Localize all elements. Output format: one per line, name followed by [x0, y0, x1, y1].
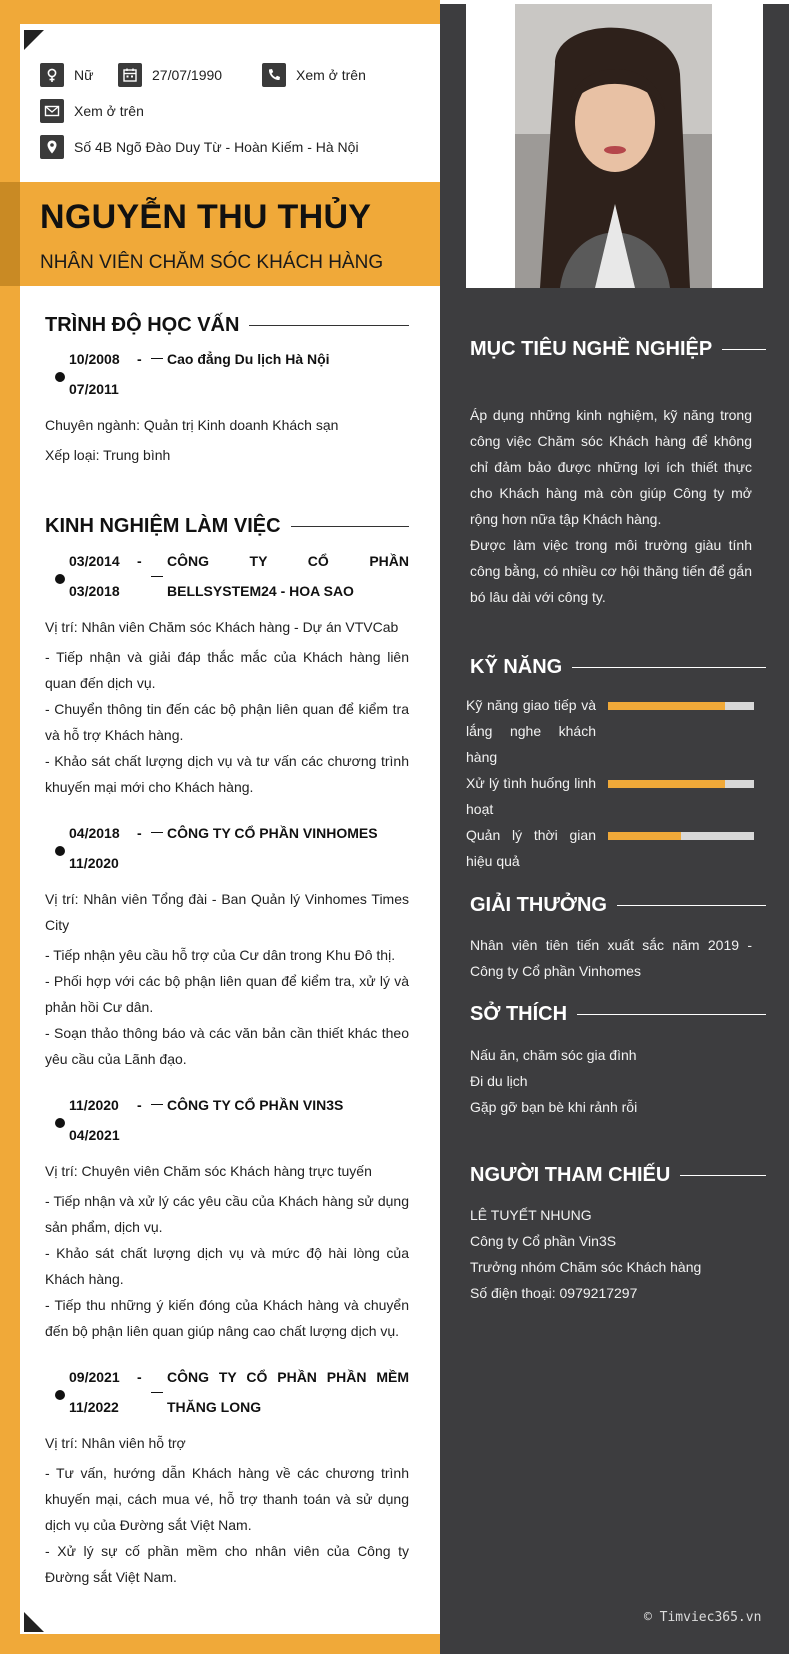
education-heading: TRÌNH ĐỘ HỌC VẤN: [45, 314, 409, 337]
contact-birthday: [118, 63, 222, 87]
candidate-name: NGUYỄN THU THỦY: [40, 198, 372, 236]
skill-item: [466, 822, 754, 874]
hobby-item: Gặp gỡ bạn bè khi rảnh rỗi: [470, 1099, 638, 1115]
awards-heading: GIẢI THƯỞNG: [470, 894, 766, 917]
skill-item: [466, 770, 754, 822]
job-duty: - Tiếp thu những ý kiến đóng của Khách hàng và chuyển đến bộ phận liên quan giúp nâng cao chất lượng dịch vụ.: [45, 1297, 409, 1339]
hobbies-heading: SỞ THÍCH: [470, 1003, 766, 1026]
job-duty: - Tiếp nhận và giải đáp thắc mắc của Khách hàng liên quan đến dịch vụ.: [45, 649, 409, 691]
experience-heading: KINH NGHIỆM LÀM VIỆC: [45, 515, 409, 538]
experience-entry-2: 04/2018 11/2020 - CÔNG TY CỔ PHẦN VINHOMES Vị trí: Nhân viên Tổng đài - Ban Quản lý Vinhomes Times City - Tiếp nhận yêu cầu hỗ trợ của Cư dân trong Khu Đô thị. - Phối hợp với các bộ phận liên quan để kiểm tra, xử lý và phản hồi Cư dân. - Soạn thảo thông báo và các văn bản cần thiết khác theo yêu cầu của Lãnh đạo.: [45, 818, 409, 1072]
job-position: Vị trí: Chuyên viên Chăm sóc Khách hàng trực tuyến: [45, 1163, 372, 1179]
candidate-title: NHÂN VIÊN CHĂM SÓC KHÁCH HÀNG: [40, 252, 384, 273]
company-name: CÔNG TY CỔ PHẦN VIN3S: [167, 1097, 344, 1113]
job-position: Vị trí: Nhân viên Tổng đài - Ban Quản lý Vinhomes Times City: [45, 891, 409, 933]
job-duty: - Khảo sát chất lượng dịch vụ và mức độ hài lòng của Khách hàng.: [45, 1245, 409, 1287]
phone-icon: [262, 63, 286, 87]
contact-address: [40, 135, 359, 159]
skill-item: [466, 692, 754, 770]
company-name: CÔNG TY CỔ PHẦN BELLSYSTEM24 - HOA SAO: [167, 553, 409, 599]
reference-name: LÊ TUYẾT NHUNG: [470, 1207, 592, 1223]
gender-value: Nữ: [74, 67, 94, 83]
gender-icon: [40, 63, 64, 87]
timeline-dot: [55, 372, 65, 382]
skills-heading: KỸ NĂNG: [470, 656, 766, 679]
skill-bar: [608, 832, 754, 840]
experience-entry-3: 11/2020 04/2021 - CÔNG TY CỔ PHẦN VIN3S Vị trí: Chuyên viên Chăm sóc Khách hàng trực tuyến - Tiếp nhận và xử lý các yêu cầu của Khách hàng sử dụng sản phẩm, dịch vụ. - Khảo sát chất lượng dịch vụ và mức độ hài lòng của Khách hàng. - Tiếp thu những ý kiến đóng của Khách hàng và chuyển đến bộ phận liên quan giúp nâng cao chất lượng dịch vụ.: [45, 1090, 409, 1344]
objective-paragraph-2: Được làm việc trong môi trường giàu tính công bằng, có nhiều cơ hội thăng tiến để gắn bó lâu dài với công ty.: [470, 537, 752, 605]
edu-grade: Xếp loại: Trung bình: [45, 447, 171, 463]
contact-gender: [40, 63, 93, 87]
email-value: Xem ở trên: [74, 103, 144, 119]
job-duty: - Xử lý sự cố phần mềm cho nhân viên của Công ty Đường sắt Việt Nam.: [45, 1543, 409, 1585]
education-entry: [45, 344, 409, 468]
objective-paragraph-1: Áp dụng những kinh nghiệm, kỹ năng trong công việc Chăm sóc Khách hàng để không chỉ đảm bảo được những lợi ích thiết thực cho Khách hàng mà còn giúp Công ty mở rộng hơn nữa tập Khách hàng.: [470, 407, 752, 527]
contact-email: [40, 99, 144, 123]
skill-bar-fill: [608, 702, 725, 710]
edu-date-to: 07/2011: [69, 381, 119, 397]
awards-text: Nhân viên tiên tiến xuất sắc năm 2019 - Công ty Cổ phần Vinhomes: [470, 937, 752, 979]
experience-entry-1: 03/2014 03/2018 - CÔNG TY CỔ PHẦN BELLSYSTEM24 - HOA SAO Vị trí: Nhân viên Chăm sóc Khách hàng - Dự án VTVCab - Tiếp nhận và giải đáp thắc mắc của Khách hàng liên quan đến dịch vụ. - Chuyển thông tin đến các bộ phận liên quan để kiểm tra và hỗ trợ Khách hàng. - Khảo sát chất lượng dịch vụ và tư vấn các chương trình khuyến mại mới cho Khách hàng.: [45, 546, 409, 800]
experience-entry-4: 09/2021 11/2022 - CÔNG TY CỔ PHẦN PHẦN MỀM THĂNG LONG Vị trí: Nhân viên hỗ trợ - Tư vấn, hướng dẫn Khách hàng về các chương trình khuyến mại, cách mua vé, hỗ trợ thanh toán và sử dụng dịch vụ của Đường sắt Việt Nam. - Xử lý sự cố phần mềm cho nhân viên của Công ty Đường sắt Việt Nam.: [45, 1362, 409, 1590]
hobbies-list: [470, 1042, 752, 1120]
birthday-value: 27/07/1990: [152, 67, 223, 83]
skill-label: Kỹ năng giao tiếp và lắng nghe khách hàng: [466, 697, 596, 765]
timeline-dot: [55, 574, 65, 584]
skill-label: Quản lý thời gian hiệu quả: [466, 827, 596, 869]
edu-major: Chuyên ngành: Quản trị Kinh doanh Khách sạn: [45, 417, 339, 433]
job-duty: - Soạn thảo thông báo và các văn bản cần thiết khác theo yêu cầu của Lãnh đạo.: [45, 1025, 409, 1067]
skill-bar: [608, 780, 754, 788]
reference-role: Trưởng nhóm Chăm sóc Khách hàng: [470, 1259, 702, 1275]
job-position: Vị trí: Nhân viên hỗ trợ: [45, 1435, 186, 1451]
corner-decoration-bottom: [24, 1612, 44, 1632]
footer-brand: © Timviec365.vn: [644, 1610, 762, 1625]
job-duty: - Tư vấn, hướng dẫn Khách hàng về các chương trình khuyến mại, cách mua vé, hỗ trợ thanh toán và sử dụng dịch vụ của Đường sắt Việt Nam.: [45, 1465, 409, 1533]
phone-value: Xem ở trên: [296, 67, 366, 83]
objective-heading: MỤC TIÊU NGHỀ NGHIỆP: [470, 338, 766, 361]
company-name: CÔNG TY CỔ PHẦN PHẦN MỀM THĂNG LONG: [167, 1369, 409, 1415]
contact-phone: [262, 63, 366, 87]
corner-decoration-top: [24, 30, 44, 50]
job-duty: - Tiếp nhận yêu cầu hỗ trợ của Cư dân trong Khu Đô thị.: [45, 947, 396, 963]
job-position: Vị trí: Nhân viên Chăm sóc Khách hàng - Dự án VTVCab: [45, 619, 399, 635]
location-pin-icon: [40, 135, 64, 159]
profile-photo: [515, 4, 712, 288]
skill-label: Xử lý tình huống linh hoạt: [466, 775, 596, 817]
timeline-dot: [55, 846, 65, 856]
objective-text: [470, 402, 752, 610]
job-duty: - Phối hợp với các bộ phận liên quan để kiểm tra, xử lý và phản hồi Cư dân.: [45, 973, 409, 1015]
job-duty: - Tiếp nhận và xử lý các yêu cầu của Khách hàng sử dụng sản phẩm, dịch vụ.: [45, 1193, 409, 1235]
timeline-dot: [55, 1390, 65, 1400]
mail-icon: [40, 99, 64, 123]
reference-phone: Số điện thoại: 0979217297: [470, 1285, 638, 1301]
hobby-item: Đi du lịch: [470, 1073, 528, 1089]
company-name: CÔNG TY CỔ PHẦN VINHOMES: [167, 825, 378, 841]
reference-company: Công ty Cổ phần Vin3S: [470, 1233, 617, 1249]
reference-heading: NGƯỜI THAM CHIẾU: [470, 1164, 766, 1187]
address-value: Số 4B Ngõ Đào Duy Từ - Hoàn Kiếm - Hà Nội: [74, 139, 359, 155]
edu-school: Cao đẳng Du lịch Hà Nội: [167, 351, 330, 367]
skill-bar: [608, 702, 754, 710]
edu-date-sep: -: [137, 351, 142, 367]
skill-bar-fill: [608, 832, 681, 840]
calendar-icon: [118, 63, 142, 87]
reference-info: [470, 1202, 752, 1306]
edu-date-from: 10/2008: [69, 351, 120, 367]
timeline-dot: [55, 1118, 65, 1128]
job-duty: - Khảo sát chất lượng dịch vụ và tư vấn các chương trình khuyến mại mới cho Khách hàng.: [45, 753, 409, 795]
skill-bar-fill: [608, 780, 725, 788]
hobby-item: Nấu ăn, chăm sóc gia đình: [470, 1047, 637, 1063]
job-duty: - Chuyển thông tin đến các bộ phận liên quan để kiểm tra và hỗ trợ Khách hàng.: [45, 701, 409, 743]
